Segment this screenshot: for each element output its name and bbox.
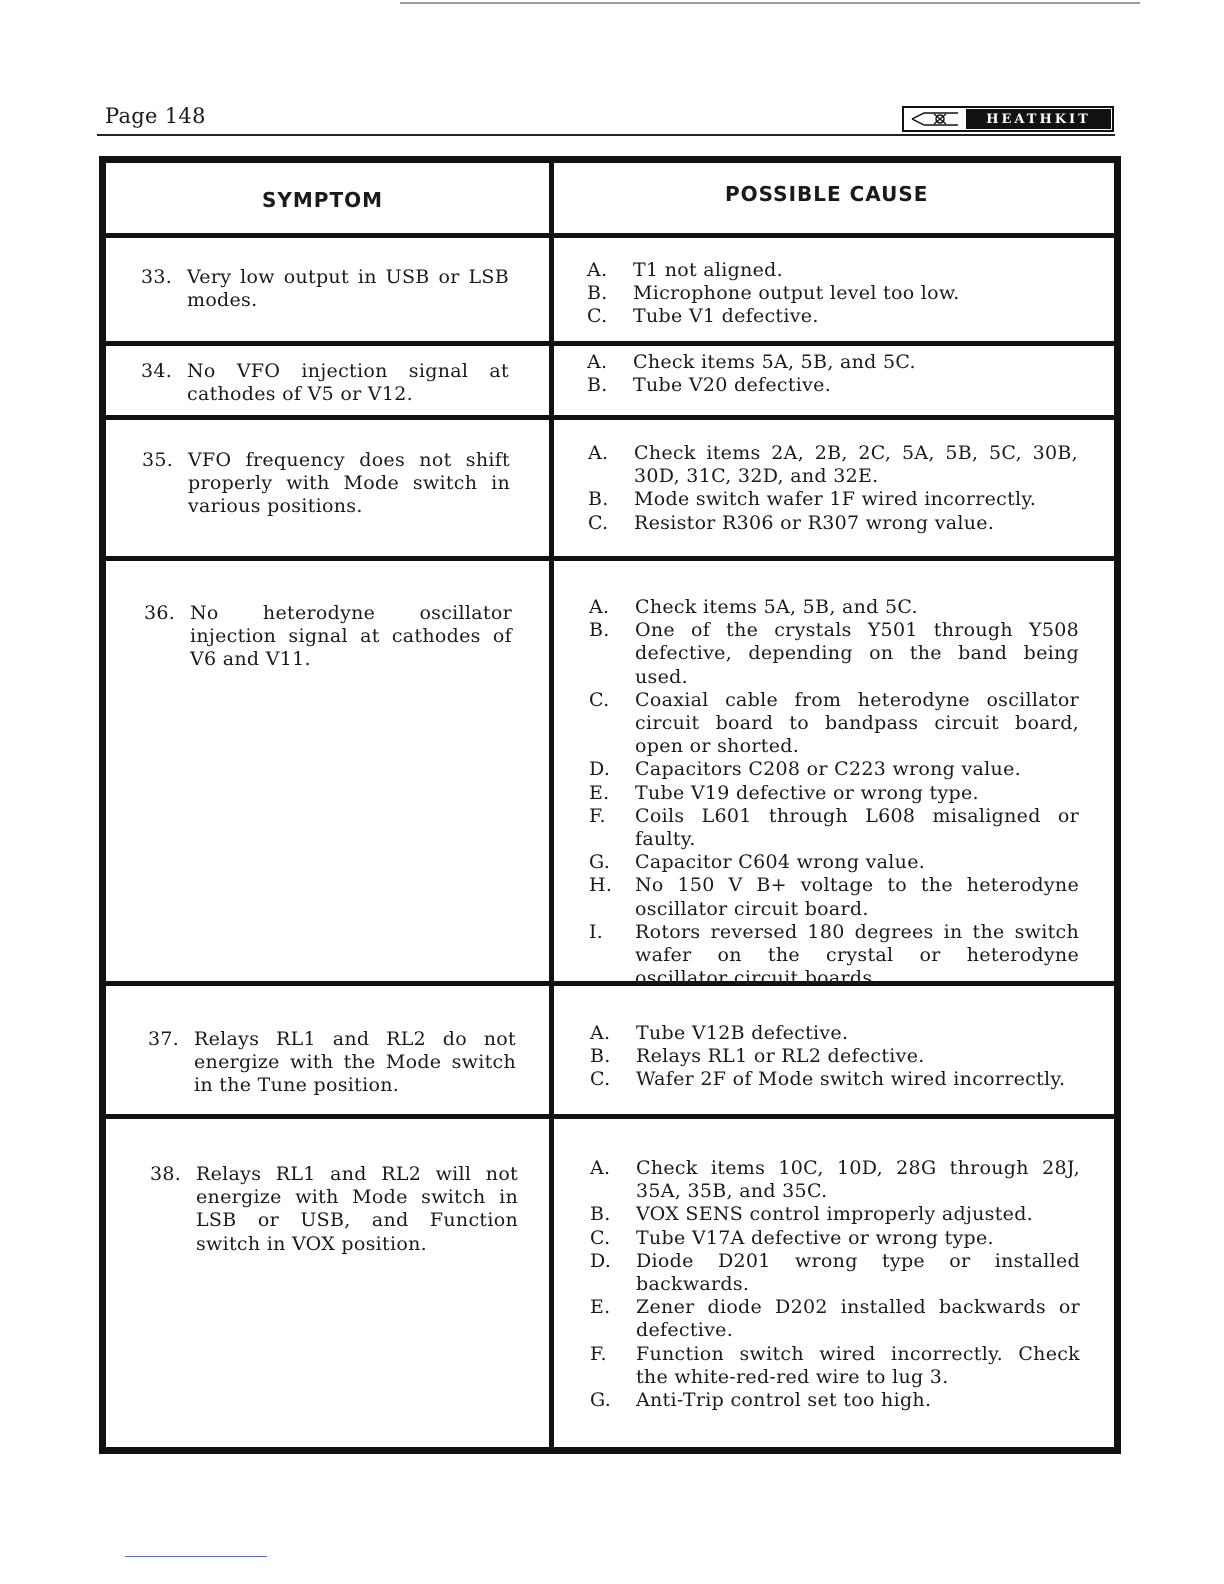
cause-letter: C. bbox=[590, 1068, 611, 1091]
symptom-text: VFO frequency does not shift properly with Mode switch in various positions. bbox=[188, 449, 510, 518]
cause-item bbox=[589, 921, 1079, 991]
symptom-number: 36. bbox=[144, 602, 176, 624]
symptom-text: Relays RL1 and RL2 do not energize with the Mode switch in the Tune position. bbox=[194, 1028, 516, 1097]
cause-letter: A. bbox=[588, 442, 609, 464]
symptom-number: 37. bbox=[148, 1028, 180, 1050]
symptom-text: Very low output in USB or LSB modes. bbox=[187, 266, 509, 312]
symptom-header: SYMPTOM bbox=[262, 188, 383, 212]
cause-letter: F. bbox=[589, 804, 606, 827]
cause-text: Check items 10C, 10D, 28G through 28J, 35A, 35B, and 35C. bbox=[636, 1157, 1080, 1203]
cause-item bbox=[590, 1157, 1080, 1203]
symptom-34 bbox=[141, 360, 509, 406]
symptom-33 bbox=[141, 266, 509, 312]
cause-text: Check items 5A, 5B, and 5C. bbox=[635, 596, 918, 618]
cause-item bbox=[590, 1343, 1080, 1389]
causes-35 bbox=[588, 442, 1078, 535]
cause-letter: B. bbox=[590, 1203, 611, 1226]
cause-text: Coils L601 through L608 misaligned or faulty. bbox=[635, 804, 1079, 851]
logo-emblem-icon bbox=[910, 110, 962, 128]
cause-item bbox=[590, 1022, 1080, 1045]
cause-letter: G. bbox=[589, 851, 611, 874]
symptom-number: 34. bbox=[141, 360, 173, 382]
cause-letter: E. bbox=[590, 1296, 611, 1319]
symptom-number: 38. bbox=[150, 1163, 182, 1185]
cause-letter: B. bbox=[589, 619, 610, 642]
cause-letter: B. bbox=[587, 374, 608, 397]
causes-37 bbox=[590, 1022, 1080, 1092]
cause-letter: C. bbox=[589, 688, 610, 711]
header-row-divider bbox=[99, 233, 1121, 238]
cause-text: Check items 5A, 5B, and 5C. bbox=[633, 351, 916, 373]
cause-item bbox=[589, 619, 1079, 689]
symptom-37 bbox=[148, 1028, 516, 1098]
row-divider bbox=[99, 1114, 1121, 1119]
cause-letter: C. bbox=[590, 1226, 611, 1249]
cause-text: Coaxial cable from heterodyne oscillator circuit board to bandpass circuit board, open or shorted. bbox=[635, 688, 1079, 758]
symptom-36 bbox=[144, 602, 512, 672]
header-rule bbox=[97, 134, 1115, 136]
symptom-text: Relays RL1 and RL2 will not energize with Mode switch in LSB or USB, and Function switch in VOX position. bbox=[196, 1163, 518, 1255]
cause-letter: C. bbox=[588, 511, 609, 534]
cause-text: Capacitors C208 or C223 wrong value. bbox=[635, 758, 1021, 781]
cause-text: Diode D201 wrong type or installed backwards. bbox=[636, 1249, 1080, 1296]
cause-text: Tube V1 defective. bbox=[633, 305, 819, 328]
cause-item bbox=[587, 351, 1079, 374]
causes-36 bbox=[589, 596, 1079, 990]
cause-text: Mode switch wafer 1F wired incorrectly. bbox=[634, 488, 1037, 511]
symptom-38 bbox=[150, 1163, 518, 1256]
cause-text: No 150 V B+ voltage to the heterodyne oscillator circuit board. bbox=[635, 874, 1079, 920]
cause-letter: A. bbox=[589, 596, 610, 618]
symptom-number: 35. bbox=[142, 449, 174, 471]
cause-text: Tube V20 defective. bbox=[633, 374, 832, 397]
row-divider bbox=[99, 341, 1121, 346]
causes-34 bbox=[587, 351, 1079, 397]
cause-item bbox=[590, 1296, 1080, 1342]
cause-item bbox=[587, 259, 1079, 282]
cause-letter: F. bbox=[590, 1342, 607, 1365]
cause-letter: A. bbox=[587, 351, 608, 373]
row-divider bbox=[99, 556, 1121, 561]
cause-text: Tube V17A defective or wrong type. bbox=[636, 1226, 994, 1249]
cause-letter: E. bbox=[589, 781, 610, 804]
page-footer-line bbox=[125, 1556, 267, 1557]
symptom-number: 33. bbox=[141, 266, 173, 288]
cause-letter: A. bbox=[590, 1157, 611, 1179]
symptom-35 bbox=[142, 449, 510, 519]
causes-33 bbox=[587, 259, 1079, 329]
cause-item bbox=[590, 1389, 1080, 1412]
scan-edge-line bbox=[400, 2, 1140, 4]
possible-cause-header: POSSIBLE CAUSE bbox=[725, 182, 929, 206]
cause-text: Function switch wired incorrectly. Check the white-red-red wire to lug 3. bbox=[636, 1342, 1080, 1388]
cause-text: VOX SENS control improperly adjusted. bbox=[636, 1203, 1034, 1226]
cause-item bbox=[588, 512, 1078, 535]
heathkit-logo bbox=[902, 106, 1114, 132]
logo-brand-text: HEATHKIT bbox=[966, 109, 1111, 129]
cause-letter: G. bbox=[590, 1389, 612, 1412]
cause-text: Zener diode D202 installed backwards or defective. bbox=[636, 1296, 1080, 1342]
cause-letter: B. bbox=[587, 282, 608, 305]
cause-letter: C. bbox=[587, 305, 608, 328]
cause-letter: D. bbox=[590, 1249, 612, 1272]
cause-item bbox=[590, 1203, 1080, 1226]
symptom-text: No heterodyne oscillator injection signal at cathodes of V6 and V11. bbox=[190, 602, 512, 671]
column-divider bbox=[549, 156, 554, 1454]
cause-item bbox=[588, 488, 1078, 511]
cause-item bbox=[587, 282, 1079, 305]
cause-item bbox=[589, 782, 1079, 805]
page-number: Page 148 bbox=[105, 104, 206, 128]
cause-letter: I. bbox=[589, 920, 604, 943]
cause-letter: A. bbox=[587, 259, 608, 281]
cause-item bbox=[589, 805, 1079, 851]
cause-text: Resistor R306 or R307 wrong value. bbox=[634, 511, 995, 534]
causes-38 bbox=[590, 1157, 1080, 1412]
cause-text: Rotors reversed 180 degrees in the switch wafer on the crystal or heterodyne oscillator circuit boards. bbox=[635, 920, 1079, 990]
cause-item bbox=[589, 758, 1079, 781]
row-divider bbox=[99, 415, 1121, 420]
cause-letter: D. bbox=[589, 758, 611, 781]
cause-item bbox=[590, 1068, 1080, 1091]
cause-text: Tube V12B defective. bbox=[636, 1022, 849, 1044]
cause-item bbox=[590, 1045, 1080, 1068]
cause-text: Anti-Trip control set too high. bbox=[636, 1389, 932, 1412]
cause-text: Relays RL1 or RL2 defective. bbox=[636, 1045, 925, 1068]
cause-letter: A. bbox=[590, 1022, 611, 1044]
cause-letter: H. bbox=[589, 874, 613, 897]
cause-text: Check items 2A, 2B, 2C, 5A, 5B, 5C, 30B, 30D, 31C, 32D, and 32E. bbox=[634, 442, 1078, 488]
cause-text: T1 not aligned. bbox=[633, 259, 783, 281]
cause-item bbox=[587, 305, 1079, 328]
cause-text: One of the crystals Y501 through Y508 defective, depending on the band being used. bbox=[635, 619, 1079, 688]
symptom-text: No VFO injection signal at cathodes of V5 or V12. bbox=[187, 360, 509, 406]
cause-text: Wafer 2F of Mode switch wired incorrectly. bbox=[636, 1068, 1066, 1091]
cause-letter: B. bbox=[590, 1045, 611, 1068]
cause-item bbox=[589, 874, 1079, 920]
cause-item bbox=[589, 596, 1079, 619]
cause-item bbox=[588, 442, 1078, 488]
cause-item bbox=[589, 851, 1079, 874]
cause-text: Capacitor C604 wrong value. bbox=[635, 851, 926, 874]
cause-text: Tube V19 defective or wrong type. bbox=[635, 781, 979, 804]
cause-item bbox=[587, 374, 1079, 397]
cause-text: Microphone output level too low. bbox=[633, 282, 960, 305]
cause-item bbox=[590, 1227, 1080, 1250]
cause-letter: B. bbox=[588, 488, 609, 511]
cause-item bbox=[590, 1250, 1080, 1296]
cause-item bbox=[589, 689, 1079, 759]
